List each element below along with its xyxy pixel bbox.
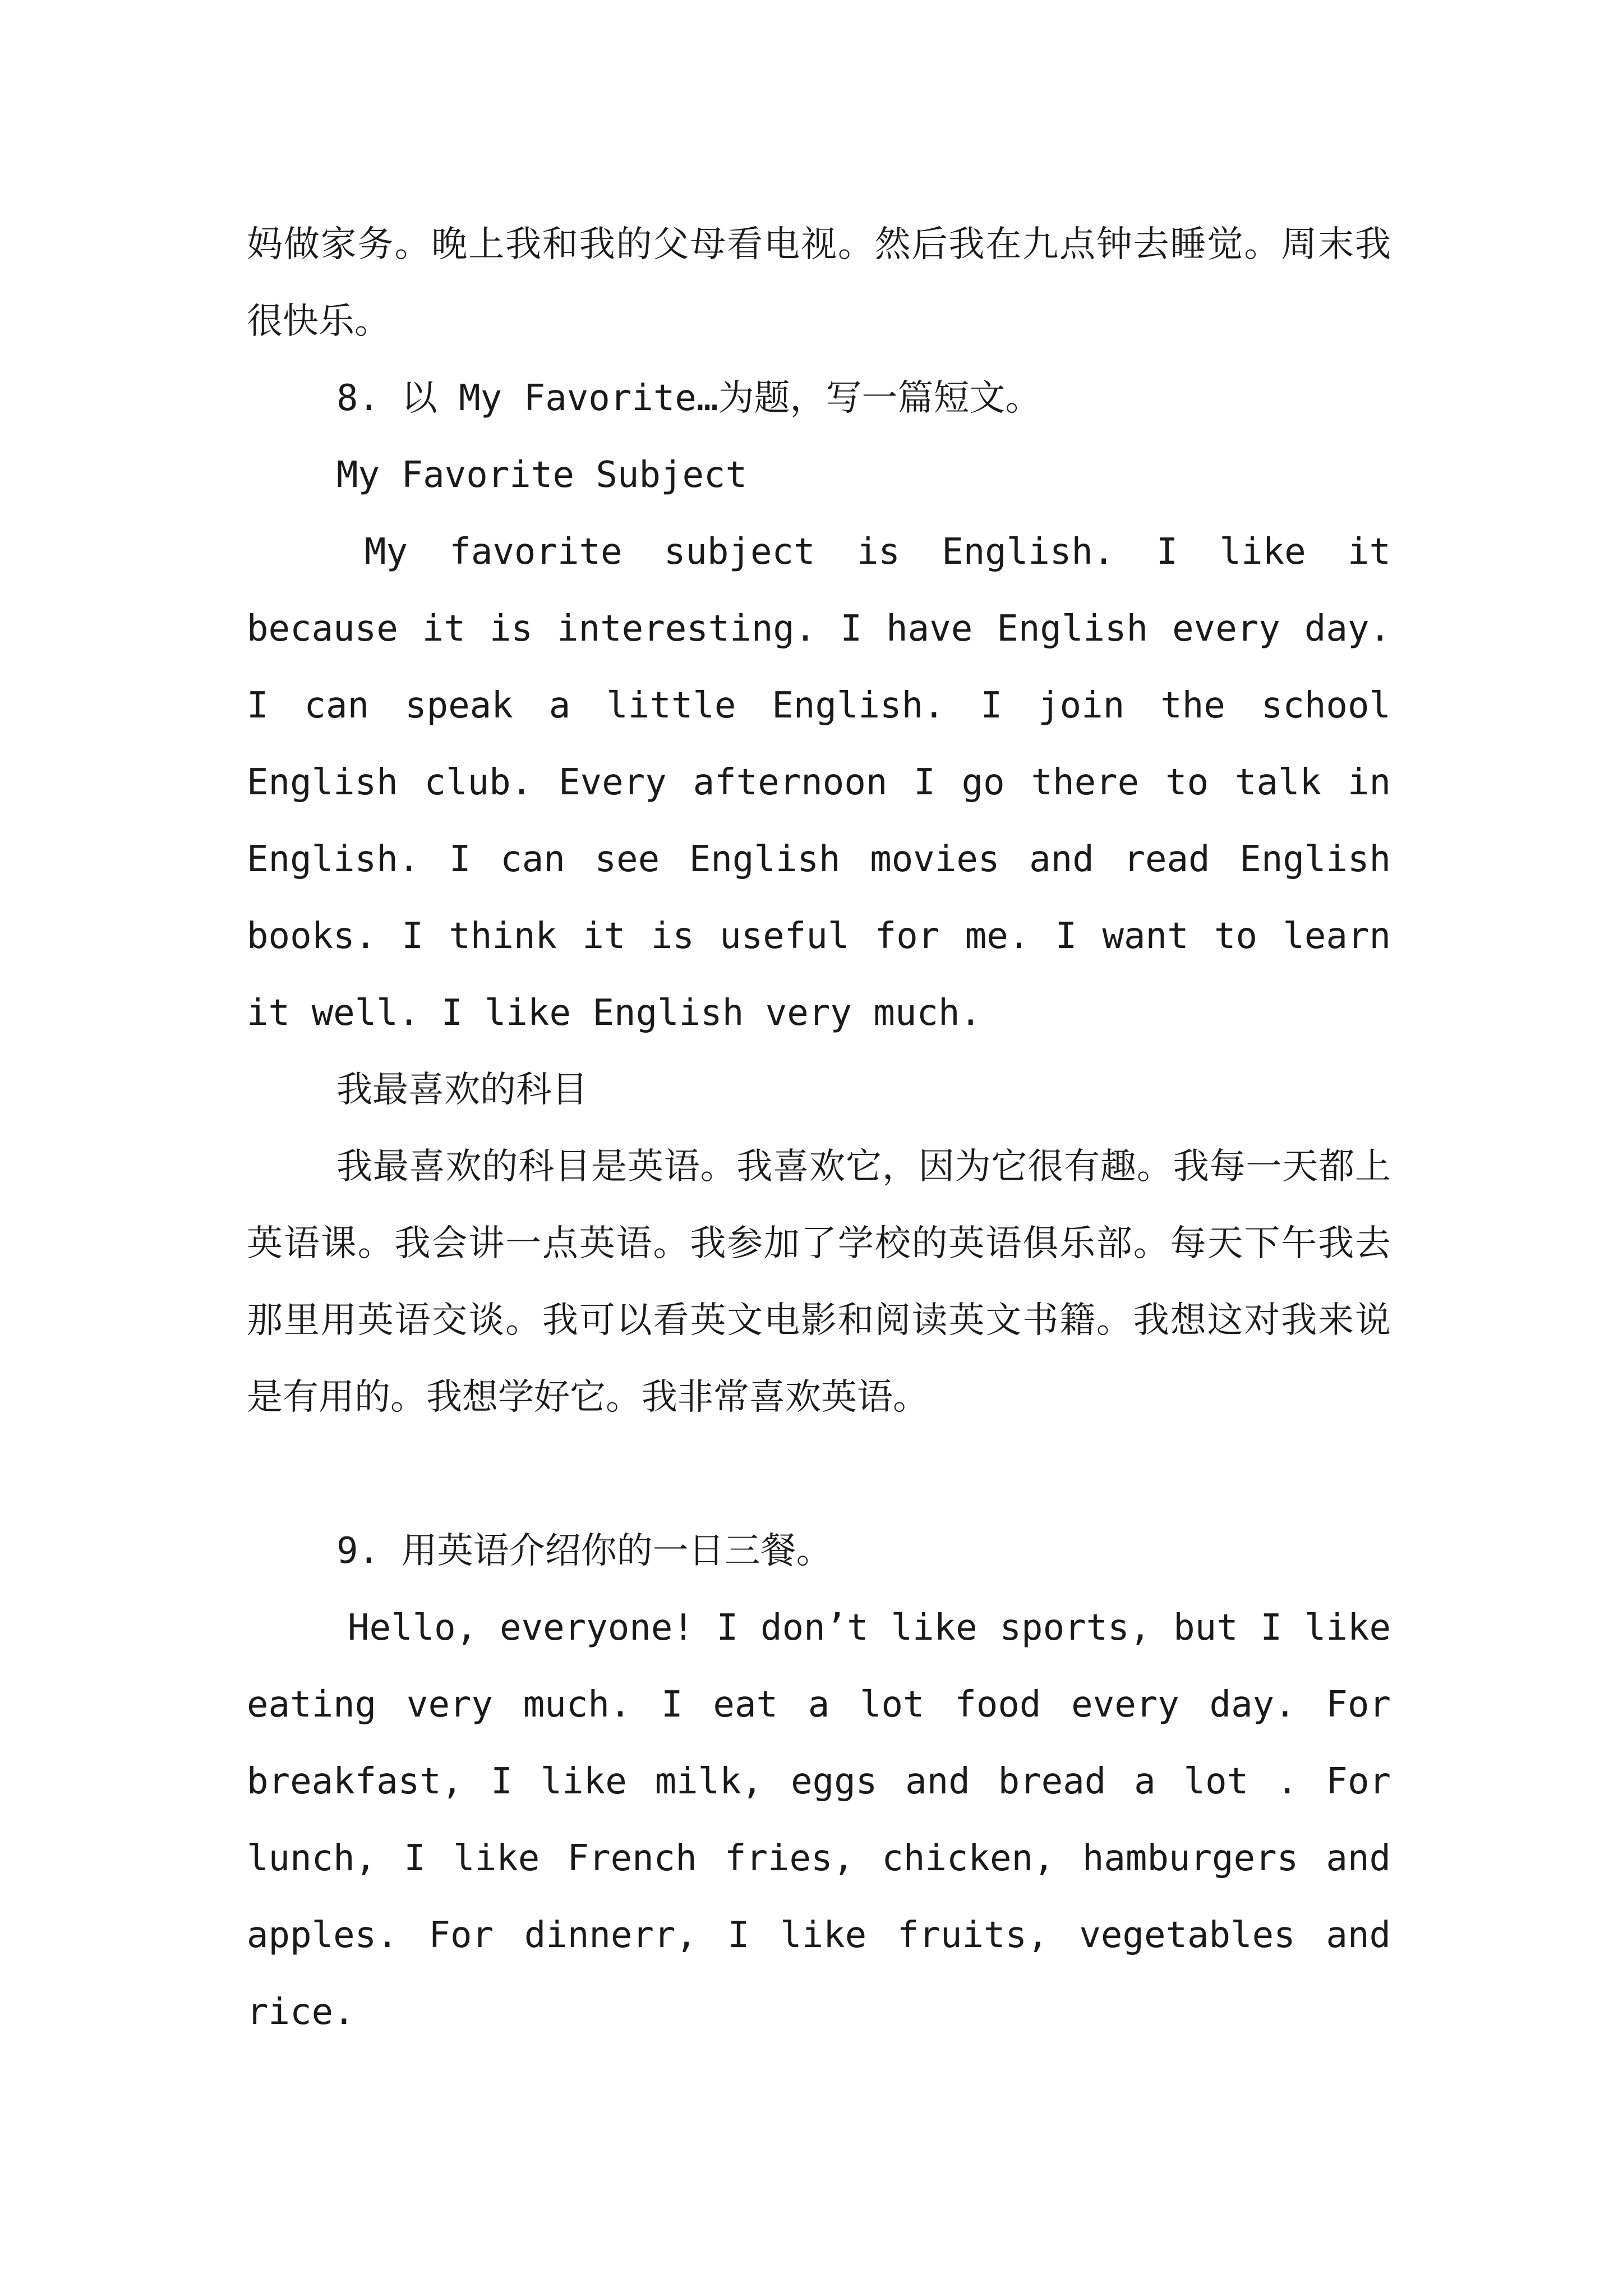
question-8-title-en: My Favorite Subject <box>336 454 748 496</box>
question-8-essay-zh: 我最喜欢的科目是英语。我喜欢它，因为它很有趣。我每一天都上英语课。我会讲一点英语。我参加了学校的英语俱乐部。每天下午我去那里用英语交谈。我可以看英文电影和阅读英文书籍。我想这对我来说是有用的。我想学好它。我非常喜欢英语。 <box>247 1146 1391 1418</box>
question-8-essay-en: My favorite subject is English. I like it because it is interesting. I have English every day. I can speak a little English. I join the school English club. Every afternoon I go there to talk in English. I can see English movies and read English books. I think it is useful for me. I want to learn it well. I like English very much. <box>247 531 1391 1034</box>
question-9-essay-en: Hello, everyone! I don’t like sports, but I like eating very much. I eat a lot food every day. For breakfast, I like milk, eggs and bread a lot . For lunch, I like French fries, chicken, hamburgers and apples. For dinnerr, I like fruits, vegetables and rice. <box>247 1607 1391 2033</box>
question-9-prompt: 9. 用英语介绍你的一日三餐。 <box>336 1530 832 1572</box>
intro-paragraph-zh: 妈做家务。晚上我和我的父母看电视。然后我在九点钟去睡觉。周末我很快乐。 <box>247 224 1391 342</box>
question-8-prompt: 8. 以 My Favorite…为题，写一篇短文。 <box>336 378 1041 419</box>
question-8-title-zh: 我最喜欢的科目 <box>336 1069 588 1111</box>
